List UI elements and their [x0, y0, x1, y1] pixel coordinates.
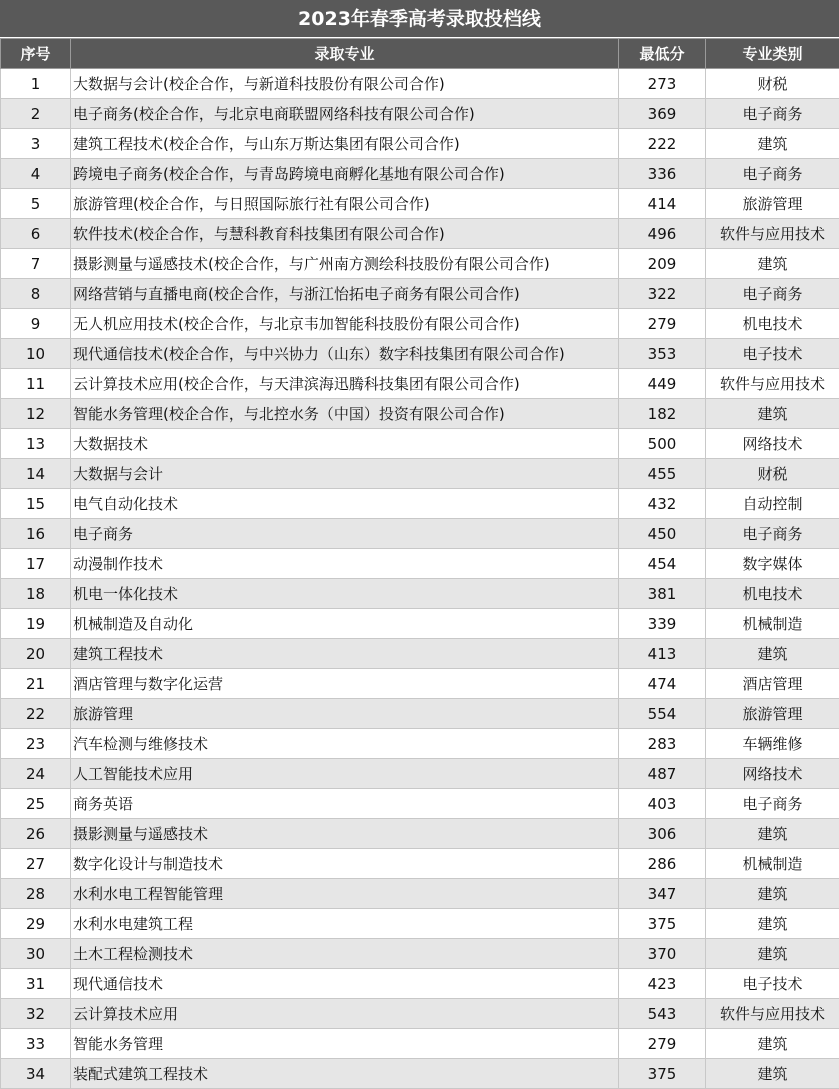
row-score: 286 — [619, 849, 706, 879]
row-major: 云计算技术应用 — [71, 999, 619, 1029]
row-score: 182 — [619, 399, 706, 429]
row-major: 云计算技术应用(校企合作，与天津滨海迅腾科技集团有限公司合作) — [71, 369, 619, 399]
row-category: 建筑 — [706, 249, 839, 279]
row-index: 30 — [1, 939, 71, 969]
row-score: 543 — [619, 999, 706, 1029]
row-major: 电子商务(校企合作，与北京电商联盟网络科技有限公司合作) — [71, 99, 619, 129]
row-score: 403 — [619, 789, 706, 819]
row-category: 网络技术 — [706, 429, 839, 459]
admission-table — [0, 38, 839, 1089]
row-category: 机械制造 — [706, 849, 839, 879]
row-index: 6 — [1, 219, 71, 249]
row-index: 3 — [1, 129, 71, 159]
row-major: 摄影测量与遥感技术(校企合作，与广州南方测绘科技股份有限公司合作) — [71, 249, 619, 279]
table-row — [1, 879, 839, 909]
row-category: 软件与应用技术 — [706, 219, 839, 249]
table-row — [1, 279, 839, 309]
row-index: 24 — [1, 759, 71, 789]
row-major: 商务英语 — [71, 789, 619, 819]
table-row — [1, 759, 839, 789]
row-score: 381 — [619, 579, 706, 609]
row-major: 摄影测量与遥感技术 — [71, 819, 619, 849]
row-index: 1 — [1, 69, 71, 99]
row-category: 电子技术 — [706, 969, 839, 999]
row-major: 机械制造及自动化 — [71, 609, 619, 639]
table-row — [1, 789, 839, 819]
row-major: 智能水务管理 — [71, 1029, 619, 1059]
row-category: 机械制造 — [706, 609, 839, 639]
row-index: 9 — [1, 309, 71, 339]
table-row — [1, 399, 839, 429]
row-major: 旅游管理 — [71, 699, 619, 729]
row-category: 建筑 — [706, 639, 839, 669]
row-category: 车辆维修 — [706, 729, 839, 759]
row-score: 322 — [619, 279, 706, 309]
row-index: 5 — [1, 189, 71, 219]
row-index: 34 — [1, 1059, 71, 1089]
row-score: 554 — [619, 699, 706, 729]
table-row — [1, 639, 839, 669]
row-category: 建筑 — [706, 399, 839, 429]
row-index: 2 — [1, 99, 71, 129]
row-major: 人工智能技术应用 — [71, 759, 619, 789]
row-major: 电气自动化技术 — [71, 489, 619, 519]
row-category: 自动控制 — [706, 489, 839, 519]
row-score: 283 — [619, 729, 706, 759]
row-major: 酒店管理与数字化运营 — [71, 669, 619, 699]
row-category: 电子商务 — [706, 789, 839, 819]
table-row — [1, 309, 839, 339]
table-row — [1, 579, 839, 609]
row-index: 8 — [1, 279, 71, 309]
table-row — [1, 669, 839, 699]
table-row — [1, 459, 839, 489]
row-major: 网络营销与直播电商(校企合作，与浙江怡拓电子商务有限公司合作) — [71, 279, 619, 309]
row-major: 汽车检测与维修技术 — [71, 729, 619, 759]
row-score: 500 — [619, 429, 706, 459]
row-category: 电子商务 — [706, 519, 839, 549]
header-score: 最低分 — [619, 39, 706, 69]
row-category: 网络技术 — [706, 759, 839, 789]
row-category: 财税 — [706, 459, 839, 489]
row-index: 23 — [1, 729, 71, 759]
row-score: 209 — [619, 249, 706, 279]
table-row — [1, 249, 839, 279]
row-major: 建筑工程技术(校企合作，与山东万斯达集团有限公司合作) — [71, 129, 619, 159]
row-major: 水利水电工程智能管理 — [71, 879, 619, 909]
row-major: 装配式建筑工程技术 — [71, 1059, 619, 1089]
row-index: 25 — [1, 789, 71, 819]
row-score: 455 — [619, 459, 706, 489]
row-major: 现代通信技术(校企合作，与中兴协力（山东）数字科技集团有限公司合作) — [71, 339, 619, 369]
row-major: 大数据技术 — [71, 429, 619, 459]
row-index: 19 — [1, 609, 71, 639]
row-major: 无人机应用技术(校企合作，与北京韦加智能科技股份有限公司合作) — [71, 309, 619, 339]
row-score: 450 — [619, 519, 706, 549]
table-row — [1, 849, 839, 879]
row-index: 26 — [1, 819, 71, 849]
row-category: 电子商务 — [706, 159, 839, 189]
table-row — [1, 819, 839, 849]
row-score: 423 — [619, 969, 706, 999]
row-index: 29 — [1, 909, 71, 939]
row-score: 279 — [619, 309, 706, 339]
table-row — [1, 369, 839, 399]
row-score: 273 — [619, 69, 706, 99]
row-index: 16 — [1, 519, 71, 549]
row-index: 14 — [1, 459, 71, 489]
row-score: 370 — [619, 939, 706, 969]
header-major: 录取专业 — [71, 39, 619, 69]
row-category: 建筑 — [706, 129, 839, 159]
row-category: 机电技术 — [706, 579, 839, 609]
table-row — [1, 129, 839, 159]
row-major: 土木工程检测技术 — [71, 939, 619, 969]
sheet-title: 2023年春季高考录取投档线 — [0, 0, 839, 38]
row-score: 454 — [619, 549, 706, 579]
row-category: 电子技术 — [706, 339, 839, 369]
row-index: 12 — [1, 399, 71, 429]
row-score: 496 — [619, 219, 706, 249]
row-score: 414 — [619, 189, 706, 219]
table-row — [1, 999, 839, 1029]
row-category: 软件与应用技术 — [706, 369, 839, 399]
row-score: 474 — [619, 669, 706, 699]
row-major: 软件技术(校企合作，与慧科教育科技集团有限公司合作) — [71, 219, 619, 249]
row-major: 旅游管理(校企合作，与日照国际旅行社有限公司合作) — [71, 189, 619, 219]
table-row — [1, 1029, 839, 1059]
row-category: 建筑 — [706, 1059, 839, 1089]
row-category: 建筑 — [706, 939, 839, 969]
row-category: 数字媒体 — [706, 549, 839, 579]
row-index: 15 — [1, 489, 71, 519]
row-index: 22 — [1, 699, 71, 729]
row-index: 33 — [1, 1029, 71, 1059]
row-major: 跨境电子商务(校企合作，与青岛跨境电商孵化基地有限公司合作) — [71, 159, 619, 189]
row-major: 机电一体化技术 — [71, 579, 619, 609]
row-index: 18 — [1, 579, 71, 609]
row-score: 336 — [619, 159, 706, 189]
table-row — [1, 69, 839, 99]
header-index: 序号 — [1, 39, 71, 69]
row-score: 353 — [619, 339, 706, 369]
table-row — [1, 219, 839, 249]
row-index: 20 — [1, 639, 71, 669]
row-category: 建筑 — [706, 1029, 839, 1059]
table-row — [1, 339, 839, 369]
row-category: 旅游管理 — [706, 699, 839, 729]
table-row — [1, 99, 839, 129]
table-body — [1, 69, 839, 1089]
row-major: 大数据与会计(校企合作，与新道科技股份有限公司合作) — [71, 69, 619, 99]
row-category: 软件与应用技术 — [706, 999, 839, 1029]
row-major: 现代通信技术 — [71, 969, 619, 999]
row-category: 电子商务 — [706, 279, 839, 309]
row-index: 11 — [1, 369, 71, 399]
row-index: 13 — [1, 429, 71, 459]
table-row — [1, 549, 839, 579]
row-index: 21 — [1, 669, 71, 699]
row-category: 酒店管理 — [706, 669, 839, 699]
row-major: 大数据与会计 — [71, 459, 619, 489]
row-index: 32 — [1, 999, 71, 1029]
header-category: 专业类别 — [706, 39, 839, 69]
row-index: 27 — [1, 849, 71, 879]
row-score: 369 — [619, 99, 706, 129]
row-index: 4 — [1, 159, 71, 189]
table-row — [1, 489, 839, 519]
row-index: 28 — [1, 879, 71, 909]
row-score: 306 — [619, 819, 706, 849]
row-category: 建筑 — [706, 819, 839, 849]
row-score: 487 — [619, 759, 706, 789]
row-major: 智能水务管理(校企合作，与北控水务（中国）投资有限公司合作) — [71, 399, 619, 429]
table-row — [1, 909, 839, 939]
row-score: 222 — [619, 129, 706, 159]
row-category: 机电技术 — [706, 309, 839, 339]
row-major: 数字化设计与制造技术 — [71, 849, 619, 879]
table-row — [1, 609, 839, 639]
row-category: 建筑 — [706, 879, 839, 909]
row-score: 375 — [619, 909, 706, 939]
table-row — [1, 1059, 839, 1089]
row-score: 413 — [619, 639, 706, 669]
row-major: 建筑工程技术 — [71, 639, 619, 669]
row-major: 动漫制作技术 — [71, 549, 619, 579]
row-score: 449 — [619, 369, 706, 399]
row-score: 339 — [619, 609, 706, 639]
row-score: 375 — [619, 1059, 706, 1089]
row-index: 17 — [1, 549, 71, 579]
row-category: 电子商务 — [706, 99, 839, 129]
table-row — [1, 939, 839, 969]
table-row — [1, 189, 839, 219]
row-score: 279 — [619, 1029, 706, 1059]
header-row — [1, 39, 839, 69]
row-category: 建筑 — [706, 909, 839, 939]
table-row — [1, 699, 839, 729]
row-major: 水利水电建筑工程 — [71, 909, 619, 939]
row-score: 432 — [619, 489, 706, 519]
row-category: 旅游管理 — [706, 189, 839, 219]
table-row — [1, 519, 839, 549]
row-category: 财税 — [706, 69, 839, 99]
row-index: 31 — [1, 969, 71, 999]
table-row — [1, 969, 839, 999]
table-row — [1, 429, 839, 459]
table-row — [1, 159, 839, 189]
table-row — [1, 729, 839, 759]
row-index: 7 — [1, 249, 71, 279]
row-major: 电子商务 — [71, 519, 619, 549]
row-score: 347 — [619, 879, 706, 909]
row-index: 10 — [1, 339, 71, 369]
